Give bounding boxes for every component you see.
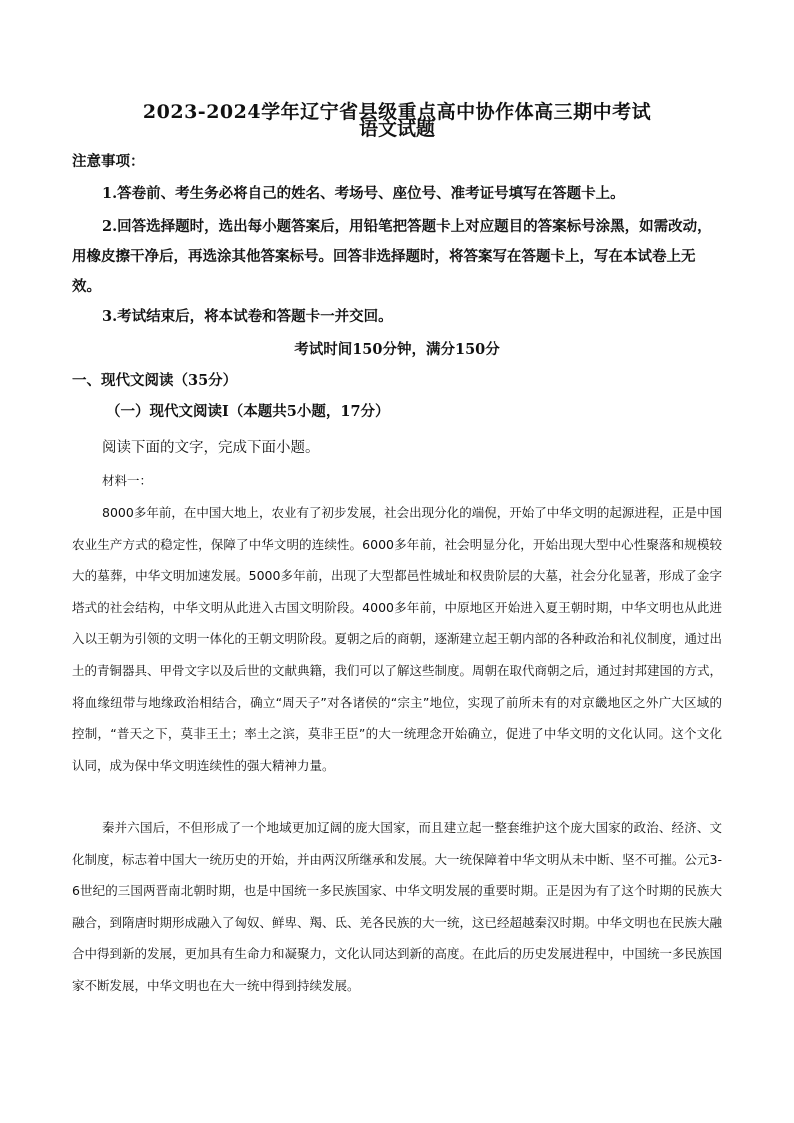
notice-heading: 注意事项： (72, 153, 145, 170)
reading-instruction: 阅读下面的文字，完成下面小题。 (102, 440, 320, 456)
notice-item-1: 1.答卷前、考生务必将自己的姓名、考场号、座位号、准考证号填写在答题卡上。 (102, 185, 625, 202)
subsection-heading: （一）现代文阅读Ⅰ（本题共5小题，17分） (106, 403, 390, 420)
exam-title: 2023-2024学年辽宁省县级重点高中协作体高三期中考试 (142, 101, 652, 123)
exam-time-info: 考试时间150分钟，满分150分 (294, 341, 500, 358)
material-paragraph-1: 8000多年前，在中国大地上，农业有了初步发展，社会出现分化的端倪，开始了中华文明的起源进程，正是中国农业生产方式的稳定性，保障了中华文明的连续性。6000多年前，社会明显分化，开始出现大型中心性聚落和规模较大的墓葬，中华文明加速发展。5000多年前，出现了大型都邑性城址和权贵阶层的大墓，社会分化显著，形成了金字塔式的社会结构，中华文明从此进入古国文明阶段。4000多年前，中原地区开始进入夏王朝时期，中华文明也从此进入以王朝为引领的文明一体化的王朝文明阶段。夏朝之后的商朝，逐渐建立起王朝内部的各种政治和礼仪制度，通过出土的青铜器具、甲骨文字以及后世的文献典籍，我们可以了解这些制度。周朝在取代商朝之后，通过封邦建国的方式，将血缘纽带与地缘政治相结合，确立“周天子”对各诸侯的“宗主”地位，实现了前所未有的对京畿地区之外广大区域的控制，“普天之下，莫非王土；率土之滨，莫非王臣”的大一统理念开始确立，促进了中华文明的文化认同。这个文化认同，成为保中华文明连续性的强大精神力量。 (72, 505, 723, 773)
notice-item-2: 2.回答选择题时，选出每小题答案后，用铅笔把答题卡上对应题目的答案标号涂黑，如需改动，用橡皮擦干净后，再选涂其他答案标号。回答非选择题时，将答案写在答题卡上，写在本试卷上无效。 (72, 218, 712, 295)
material-label: 材料一： (102, 473, 153, 488)
material-paragraph-2: 秦并六国后，不但形成了一个地域更加辽阔的庞大国家，而且建立起一整套维护这个庞大国家的政治、经济、文化制度，标志着中国大一统历史的开始，并由两汉所继承和发展。大一统保障着中华文明从未中断、坚不可摧。公元3-6世纪的三国两晋南北朝时期，也是中国统一多民族国家、中华文明发展的重要时期。正是因为有了这个时期的民族大融合，到隋唐时期形成融入了匈奴、鲜卑、羯、氐、羌各民族的大一统，这已经超越秦汉时期。中华文明也在民族大融合中得到新的发展，更加具有生命力和凝聚力，文化认同达到新的高度。在此后的历史发展进程中，中国统一多民族国家不断发展，中华文明也在大一统中得到持续发展。 (72, 820, 723, 993)
exam-subtitle: 语文试题 (358, 118, 435, 140)
section-heading: 一、现代文阅读（35分） (72, 372, 238, 389)
notice-item-3: 3.考试结束后，将本试卷和答题卡一并交回。 (102, 308, 393, 325)
